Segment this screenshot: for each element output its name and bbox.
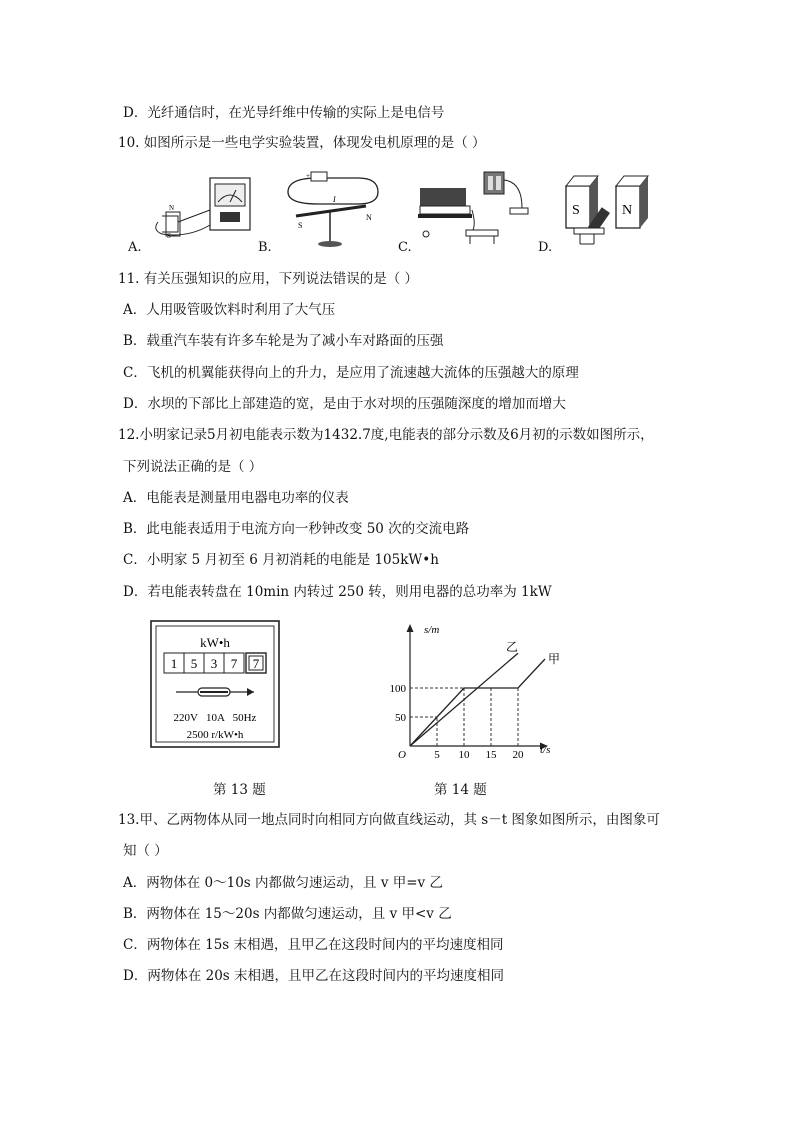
x-tick-10: 10 <box>458 749 470 760</box>
q13-option-a: A．两物体在 0～10s 内都做匀速运动，且 v 甲=v 乙 <box>123 875 443 891</box>
q13-stem-1: 13.甲、乙两物体从同一地点同时向相同方向做直线运动，其 s－t 图象如图所示，由图象可 <box>118 812 660 828</box>
q10-figure-b <box>278 170 388 252</box>
q12-stem-2: 下列说法正确的是（ ） <box>123 459 263 475</box>
q12-option-b: B．此电能表适用于电流方向一秒钟改变 50 次的交流电路 <box>123 521 470 537</box>
q13-option-b: B．两物体在 15～20s 内都做匀速运动，且 v 甲<v 乙 <box>123 906 452 922</box>
q10-label-b: B. <box>258 240 272 255</box>
y-axis-label: s/m <box>424 624 440 636</box>
meter-digit-1: 1 <box>170 656 178 671</box>
x-tick-5: 5 <box>434 749 440 760</box>
q13-stem-2: 知（ ） <box>123 843 168 859</box>
q10-fig-b-i: I <box>333 195 336 204</box>
series-line-jia <box>410 659 545 746</box>
q12-option-d: D．若电能表转盘在 10min 内转过 250 转，则用电器的总功率为 1kW <box>123 584 552 600</box>
q10-fig-b-n: N <box>366 213 372 222</box>
electricity-meter-figure <box>150 620 282 750</box>
q13-option-d: D．两物体在 20s 末相遇，且甲乙在这段时间内的平均速度相同 <box>123 968 505 984</box>
caption-fig14: 第 14 题 <box>434 782 487 798</box>
q11-option-b: B．载重汽车装有许多车轮是为了减小车对路面的压强 <box>123 333 444 349</box>
q10-figures <box>128 170 668 260</box>
x-tick-15: 15 <box>485 749 497 760</box>
x-axis-label: t/s <box>540 744 551 756</box>
q10-stem: 10. 如图所示是一些电学实验装置，体现发电机原理的是（ ） <box>118 135 486 151</box>
q13-option-c: C．两物体在 15s 末相遇，且甲乙在这段时间内的平均速度相同 <box>123 937 504 953</box>
q11-stem: 11. 有关压强知识的应用，下列说法错误的是（ ） <box>118 271 419 287</box>
meter-specs: 220V 10A 50Hz <box>173 712 257 724</box>
meter-digit-3: 3 <box>210 656 218 671</box>
q10-figure-c <box>418 170 533 252</box>
x-tick-20: 20 <box>512 749 524 760</box>
y-axis-arrow-icon <box>407 624 414 632</box>
caption-fig13: 第 13 题 <box>213 782 266 798</box>
q12-stem-1: 12.小明家记录5月初电能表示数为1432.7度,电能表的部分示数及6月初的示数如图所示， <box>118 427 654 443</box>
q10-fig-d-s: S <box>572 203 580 218</box>
q11-option-a: A．人用吸管吸饮料时利用了大气压 <box>123 302 336 318</box>
meter-digits <box>164 653 266 673</box>
q10-fig-a-n: N <box>169 204 175 212</box>
q12-option-c: C．小明家 5 月初至 6 月初消耗的电能是 105kW•h <box>123 552 439 568</box>
y-tick-100: 100 <box>389 683 406 695</box>
q10-label-a: A. <box>128 240 142 255</box>
q11-option-c: C．飞机的机翼能获得向上的升力，是应用了流速越大流体的压强越大的原理 <box>123 365 579 381</box>
svg-text:+: + <box>306 172 310 180</box>
q10-figure-a <box>148 170 258 252</box>
meter-unit: kW•h <box>200 635 230 650</box>
q10-fig-b-s: S <box>298 221 303 230</box>
series-label-jia: 甲 <box>548 652 561 666</box>
q10-label-d: D. <box>538 240 553 255</box>
meter-digit-4: 7 <box>230 656 238 671</box>
q9-option-d: D．光纤通信时，在光导纤维中传输的实际上是电信号 <box>123 105 445 121</box>
q12-option-a: A．电能表是测量用电器电功率的仪表 <box>123 490 349 506</box>
q10-figure-d <box>560 170 655 252</box>
origin-label: O <box>398 749 406 760</box>
series-line-yi <box>410 653 518 746</box>
s-t-graph <box>372 618 562 760</box>
q10-fig-a-s: S <box>167 232 171 240</box>
series-label-yi: 乙 <box>506 640 519 655</box>
q10-label-c: C. <box>398 240 412 255</box>
q10-fig-d-n: N <box>622 203 633 218</box>
meter-digit-2: 5 <box>190 656 198 671</box>
q11-option-d: D．水坝的下部比上部建造的宽，是由于水对坝的压强随深度的增加而增大 <box>123 396 566 412</box>
meter-digit-5: 7 <box>252 656 260 671</box>
meter-rate: 2500 r/kW•h <box>186 729 244 741</box>
y-tick-50: 50 <box>395 712 406 724</box>
